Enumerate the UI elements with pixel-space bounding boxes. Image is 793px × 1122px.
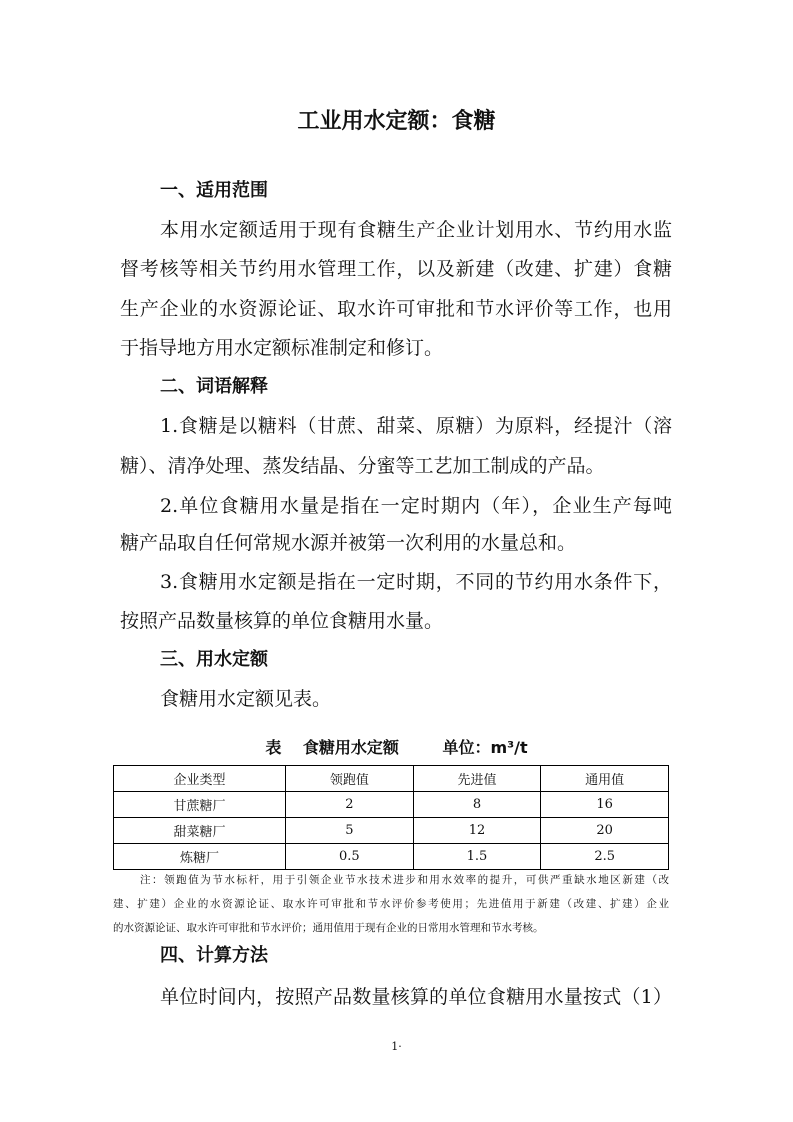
table-note-line: 的水资源论证、取水许可审批和节水评价；通用值用于现有企业的日常用水管理和节水考核。	[113, 922, 544, 934]
table-cell: 甘蔗糖厂	[114, 792, 286, 818]
table-header-row	[114, 766, 669, 792]
table-cell: 1.5	[413, 844, 541, 870]
table-note-line: 注：领跑值为节水标杆，用于引领企业节水技术进步和用水效率的提升，可供严重缺水地区新建（改	[140, 874, 669, 886]
table-cell: 2.5	[541, 844, 669, 870]
section-heading-quota: 三、用水定额	[160, 649, 268, 670]
table-header: 领跑值	[286, 766, 414, 792]
document-title: 工业用水定额：食糖	[297, 109, 496, 134]
paragraph-line: 糖产品取自任何常规水源并被第一次利用的水量总和。	[120, 532, 577, 554]
paragraph-line: 1.食糖是以糖料（甘蔗、甜菜、原糖）为原料，经提汁（溶	[160, 415, 672, 437]
table-cell: 12	[413, 818, 541, 844]
table-header: 企业类型	[114, 766, 286, 792]
table-cell: 5	[286, 818, 414, 844]
table-cell: 8	[413, 792, 541, 818]
table-row	[114, 792, 669, 818]
table-header: 通用值	[541, 766, 669, 792]
table-cell: 甜菜糖厂	[114, 818, 286, 844]
page-number: 1·	[391, 1040, 402, 1053]
section-heading-scope: 一、适用范围	[160, 180, 268, 201]
paragraph-line: 单位时间内，按照产品数量核算的单位食糖用水量按式（1）	[160, 986, 672, 1008]
water-quota-table	[113, 765, 669, 870]
table-row	[114, 818, 669, 844]
section-heading-method: 四、计算方法	[160, 945, 268, 966]
paragraph-line: 3.食糖用水定额是指在一定时期，不同的节约用水条件下，	[160, 571, 672, 593]
table-cell: 16	[541, 792, 669, 818]
paragraph-line: 按照产品数量核算的单位食糖用水量。	[120, 610, 444, 632]
table-cell: 20	[541, 818, 669, 844]
paragraph-line: 督考核等相关节约用水管理工作，以及新建（改建、扩建）食糖	[120, 258, 672, 280]
table-caption	[0, 735, 793, 758]
paragraph-line: 糖）、清净处理、蒸发结晶、分蜜等工艺加工制成的产品。	[120, 455, 605, 477]
caption-prefix: 表	[265, 738, 282, 757]
table-note-line: 建、扩建）企业的水资源论证、取水许可审批和节水评价参考使用；先进值用于新建（改建、扩建）企业	[113, 898, 669, 910]
paragraph-line: 本用水定额适用于现有食糖生产企业计划用水、节约用水监	[160, 219, 672, 241]
caption-unit: 单位：m³/t	[442, 738, 528, 757]
table-cell: 2	[286, 792, 414, 818]
table-header: 先进值	[413, 766, 541, 792]
paragraph-line: 食糖用水定额见表。	[160, 688, 332, 710]
paragraph-line: 生产企业的水资源论证、取水许可审批和节水评价等工作，也用	[120, 298, 672, 320]
paragraph-line: 于指导地方用水定额标准制定和修订。	[120, 337, 444, 359]
section-heading-terms: 二、词语解释	[160, 376, 268, 397]
paragraph-line: 2.单位食糖用水量是指在一定时期内（年），企业生产每吨	[160, 495, 672, 517]
table-row	[114, 844, 669, 870]
caption-title: 食糖用水定额	[302, 738, 399, 757]
table-cell: 0.5	[286, 844, 414, 870]
table-cell: 炼糖厂	[114, 844, 286, 870]
